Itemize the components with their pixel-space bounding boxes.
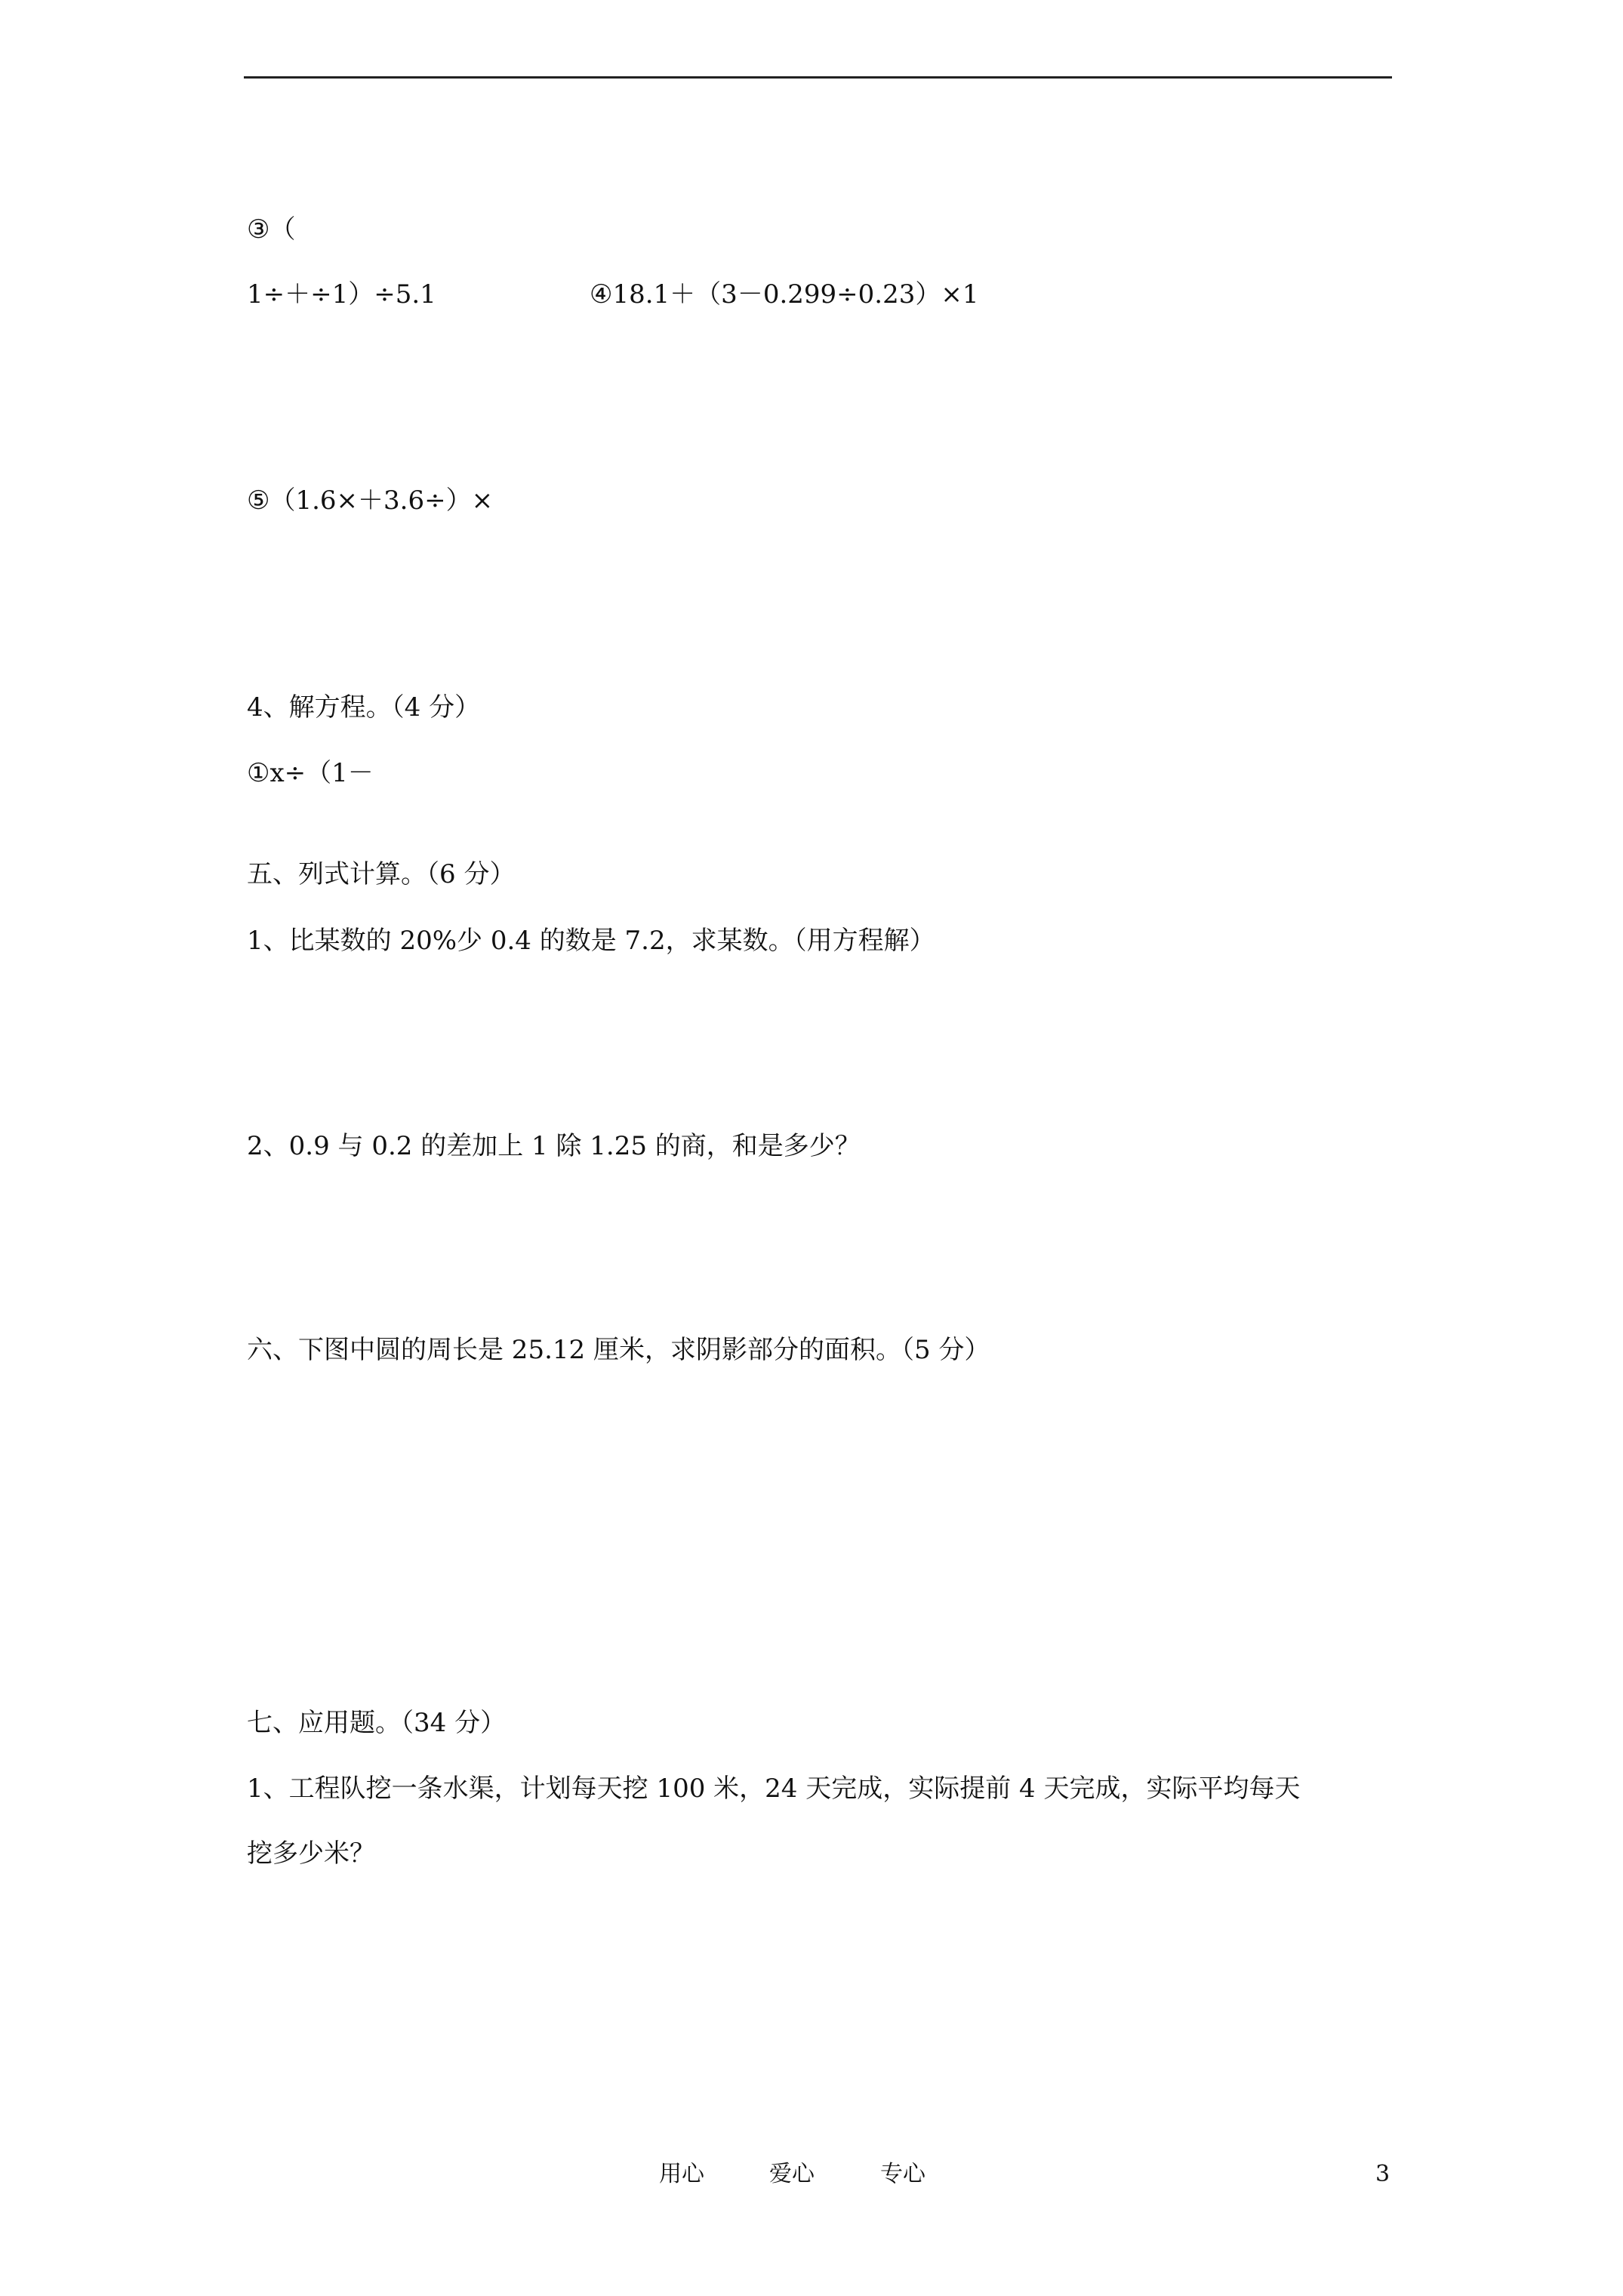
section-7-question-1-line-1: 1、工程队挖一条水渠，计划每天挖 100 米，24 天完成，实际提前 4 天完成，实际平均每天 <box>247 1774 1301 1804</box>
section-5-question-2: 2、0.9 与 0.2 的差加上 1 除 1.25 的商，和是多少？ <box>247 1131 861 1161</box>
section-5-heading: 五、列式计算。（6 分） <box>247 859 516 889</box>
footer-slogan-2: 爱心 <box>769 2161 815 2187</box>
section-4-heading: 4、解方程。（4 分） <box>247 692 481 723</box>
section-7-question-1-line-2: 挖多少米？ <box>247 1838 375 1869</box>
equation-1: ①x÷（1－ <box>247 758 374 788</box>
problem-3-expression: 1÷＋÷1）÷5.1 <box>247 279 436 310</box>
footer-slogan-1: 用心 <box>659 2161 704 2187</box>
problem-3-start: ③（ <box>247 214 296 245</box>
page-number: 3 <box>1375 2161 1390 2187</box>
footer-slogan-3: 专心 <box>880 2161 925 2187</box>
problem-4-expression: ④18.1＋（3－0.299÷0.23）×1 <box>590 279 979 310</box>
problem-5-expression: ⑤（1.6×＋3.6÷）× <box>247 485 494 516</box>
section-5-question-1: 1、比某数的 20%少 0.4 的数是 7.2，求某数。（用方程解） <box>247 926 935 956</box>
section-6-heading: 六、下图中圆的周长是 25.12 厘米，求阴影部分的面积。（5 分） <box>247 1335 990 1365</box>
section-7-heading: 七、应用题。（34 分） <box>247 1708 507 1738</box>
header-rule <box>244 76 1392 79</box>
